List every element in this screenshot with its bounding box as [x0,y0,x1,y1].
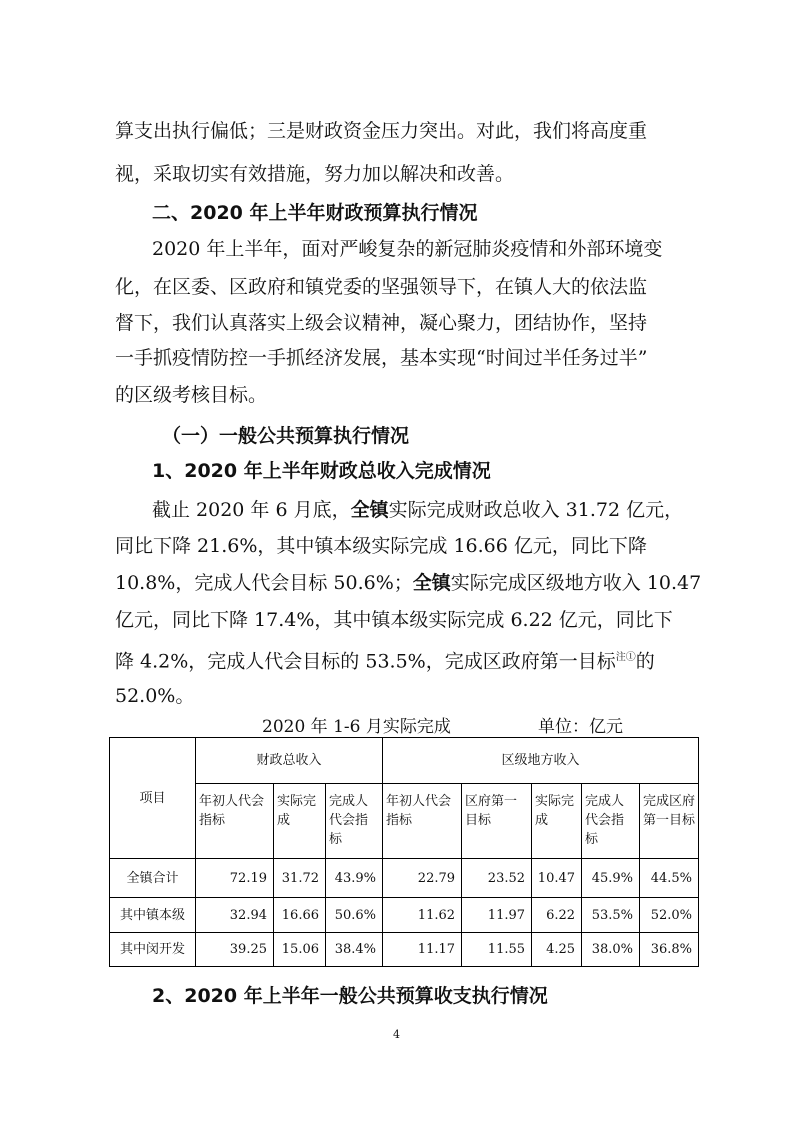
table-row [110,933,699,967]
table-cell: 11.97 [462,898,532,933]
row-label: 其中闵开发 [110,933,196,967]
text-run: 实际完成财政总收入 31.72 亿元， [388,499,684,521]
bold-text: 全镇 [412,572,451,594]
table-cell: 11.17 [383,933,462,967]
subsection-heading: 2、2020 年上半年一般公共预算收支执行情况 [152,985,548,1007]
table-cell: 36.8% [640,933,699,967]
body-line: 一手抓疫情防控一手抓经济发展，基本实现“时间过半任务过半” [115,347,648,369]
text-run: 实际完成区级地方收入 10.47 [450,572,702,594]
body-line [115,570,701,596]
table-unit: 单位：亿元 [538,717,623,737]
row-label: 其中镇本级 [110,898,196,933]
table-cell: 38.0% [582,933,640,967]
body-line: 算支出执行偏低；三是财政资金压力突出。对此，我们将高度重 [115,120,648,142]
text-run: 10.8%，完成人代会目标 50.6%； [115,572,413,594]
header-sub: 完成人代会指标 [326,784,383,859]
footnote-marker: 注① [615,652,636,663]
table-cell: 15.06 [274,933,326,967]
header-sub: 完成人代会指标 [582,784,640,859]
row-label: 全镇合计 [110,859,196,898]
subsection-heading: 1、2020 年上半年财政总收入完成情况 [152,460,491,482]
table-cell: 6.22 [532,898,582,933]
body-line [152,497,683,523]
body-line [115,645,655,674]
body-line: 亿元，同比下降 17.4%，其中镇本级实际完成 6.22 亿元，同比下 [115,609,673,631]
table-cell: 4.25 [532,933,582,967]
table-cell: 50.6% [326,898,383,933]
table-cell: 10.47 [532,859,582,898]
text-run: 降 4.2%，完成人代会目标的 53.5%，完成区政府第一目标 [115,650,616,673]
body-line: 化，在区委、区政府和镇党委的坚强领导下，在镇人大的依法监 [115,276,648,298]
table-cell: 32.94 [196,898,274,933]
table-cell: 11.55 [462,933,532,967]
table-cell: 44.5% [640,859,699,898]
header-sub: 完成区府第一目标 [640,784,699,859]
header-group: 区级地方收入 [383,738,699,784]
table-row [110,898,699,933]
page-number: 4 [393,1028,400,1041]
body-line: 2020 年上半年，面对严峻复杂的新冠肺炎疫情和外部环境变 [152,238,663,260]
header-sub: 年初人代会指标 [383,784,462,859]
table-cell: 23.52 [462,859,532,898]
header-sub: 实际完成 [532,784,582,859]
table-cell: 52.0% [640,898,699,933]
table-cell: 45.9% [582,859,640,898]
table-cell: 16.66 [274,898,326,933]
table-cell: 11.62 [383,898,462,933]
header-item: 项目 [110,738,196,859]
body-line: 的区级考核目标。 [115,384,268,406]
table-caption [262,712,623,737]
section-heading: 二、2020 年上半年财政预算执行情况 [152,202,478,224]
table-row [110,859,699,898]
header-sub: 区府第一目标 [462,784,532,859]
text-run: 的 [635,650,655,673]
header-sub: 实际完成 [274,784,326,859]
header-sub: 年初人代会指标 [196,784,274,859]
body-line: 同比下降 21.6%，其中镇本级实际完成 16.66 亿元，同比下降 [115,535,647,557]
table-title: 2020 年 1-6 月实际完成 [262,717,451,737]
finance-table [109,737,699,967]
bold-text: 全镇 [350,499,389,521]
table-cell: 53.5% [582,898,640,933]
body-line: 视，采取切实有效措施，努力加以解决和改善。 [115,163,515,185]
subsection-heading: （一）一般公共预算执行情况 [162,425,410,447]
header-group: 财政总收入 [196,738,383,784]
text-run: 截止 2020 年 6 月底， [152,499,351,521]
table-cell: 31.72 [274,859,326,898]
table-cell: 39.25 [196,933,274,967]
body-line: 督下，我们认真落实上级会议精神，凝心聚力，团结协作，坚持 [115,312,648,334]
table-cell: 43.9% [326,859,383,898]
table-cell: 38.4% [326,933,383,967]
table-cell: 72.19 [196,859,274,898]
body-line: 52.0%。 [115,685,195,707]
table-cell: 22.79 [383,859,462,898]
